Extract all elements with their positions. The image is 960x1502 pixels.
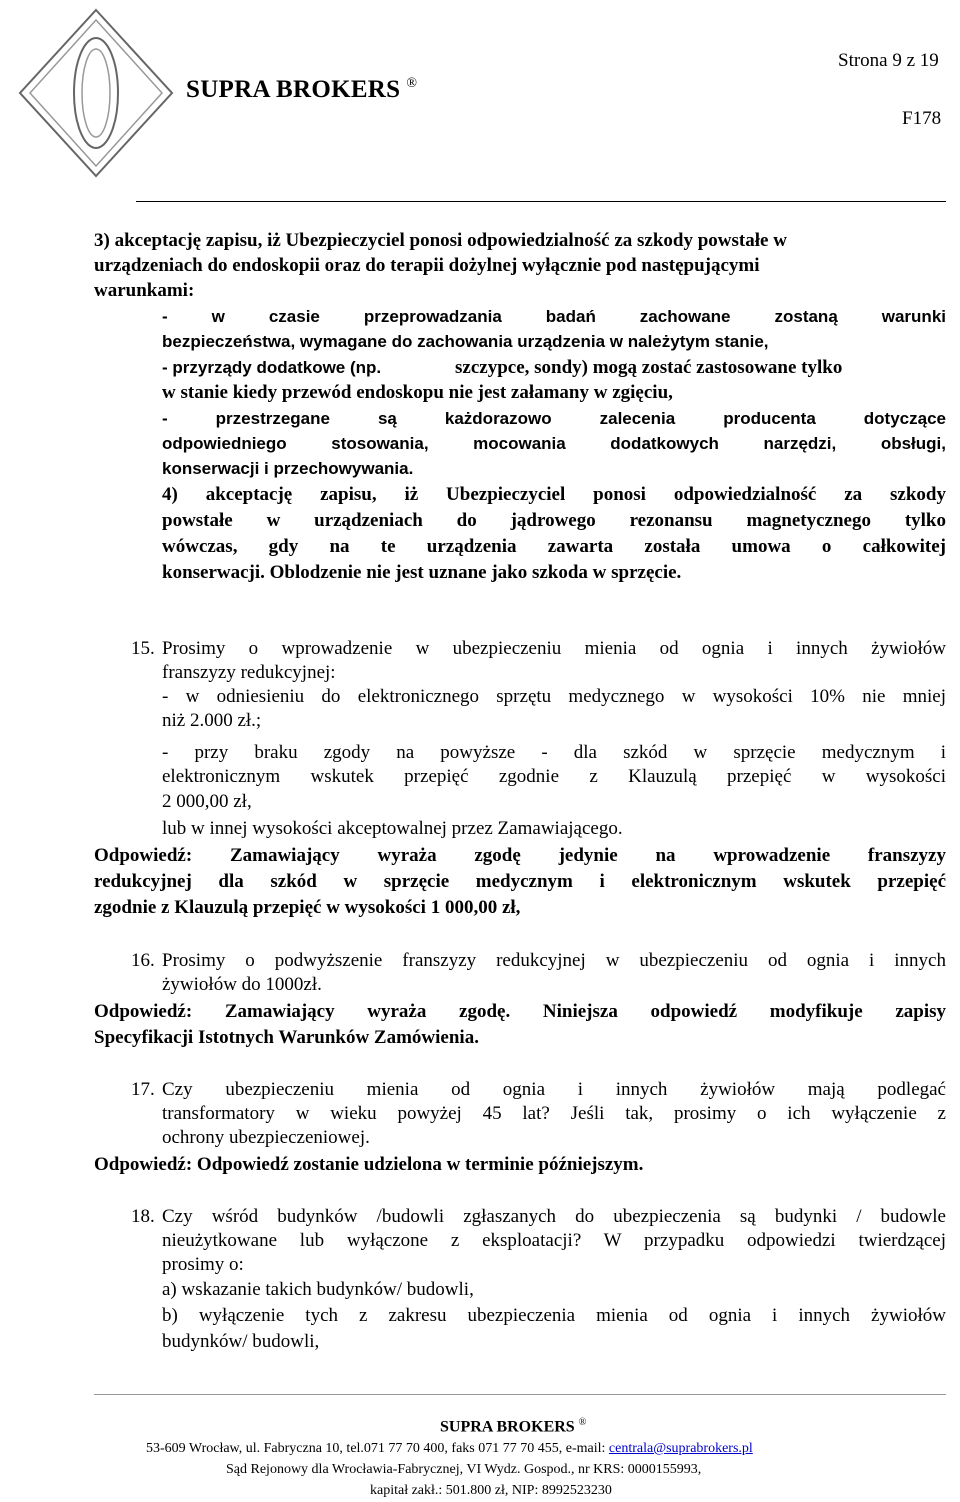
- condition-line2: bezpieczeństwa, wymagane do zachowania urządzenia w należytym stanie,: [162, 332, 769, 351]
- q15-line2: franszyzy redukcyjnej:: [162, 662, 336, 683]
- q15-answer-line3: zgodnie z Klauzulą przepięć w wysokości 1 000,00 zł,: [94, 897, 521, 918]
- q16-answer-line1: Odpowiedź: Zamawiający wyraża zgodę. Niniejsza odpowiedź modyfikuje zapisy: [94, 1001, 946, 1022]
- registered-mark: ®: [406, 76, 418, 91]
- item3-line2: urządzeniach do endoskopii oraz do terapii dożylnej wyłącznie pod następującymi: [94, 255, 760, 276]
- document-code: F178: [902, 108, 942, 129]
- q18-line5: b) wyłączenie tych z zakresu ubezpieczenia mienia od ognia i innych żywiołów: [162, 1305, 946, 1326]
- q15-answer-line2: redukcyjnej dla szkód w sprzęcie medycznym i elektronicznym wskutek przepięć: [94, 871, 946, 892]
- q16-line1: Prosimy o podwyższenie franszyzy redukcyjnej w ubezpieczeniu od ognia i innych: [162, 950, 946, 971]
- footer-registered-mark: ®: [578, 1417, 587, 1428]
- q18-number: 18.: [131, 1206, 155, 1227]
- footer-address: 53-609 Wrocław, ul. Fabryczna 10, tel.071 77 70 400, faks 071 77 70 455, e-mail: centrala@suprabrokers.pl: [146, 1441, 753, 1456]
- q15-line3: - w odniesieniu do elektronicznego sprzętu medycznego w wysokości 10% nie mniej: [162, 686, 946, 707]
- footer-email-link[interactable]: centrala@suprabrokers.pl: [608, 1441, 753, 1456]
- q16-line2: żywiołów do 1000zł.: [162, 974, 322, 995]
- q17-answer-line1: Odpowiedź: Odpowiedź zostanie udzielona w terminie późniejszym.: [94, 1154, 644, 1175]
- item3-line3: warunkami:: [94, 280, 195, 301]
- condition-line1: - w czasie przeprowadzania badań zachowane zostaną warunki: [162, 307, 946, 326]
- q16-answer-line2: Specyfikacji Istotnych Warunków Zamówienia.: [94, 1027, 479, 1048]
- condition-line4: w stanie kiedy przewód endoskopu nie jest załamany w zgięciu,: [162, 382, 673, 403]
- condition-line3b: szczypce, sondy) mogą zostać zastosowane tylko: [455, 357, 843, 378]
- q15-line7: 2 000,00 zł,: [162, 791, 252, 812]
- condition-line5: - przestrzegane są każdorazowo zalecenia producenta dotyczące: [162, 409, 946, 428]
- item4-line4: konserwacji. Oblodzenie nie jest uznane jako szkoda w sprzęcie.: [162, 562, 682, 583]
- q15-line1: Prosimy o wprowadzenie w ubezpieczeniu mienia od ognia i innych żywiołów: [162, 638, 946, 659]
- q18-line3: prosimy o:: [162, 1254, 244, 1275]
- q18-line2: nieużytkowane lub wyłączone z eksploatacji? W przypadku odpowiedzi twierdzącej: [162, 1230, 946, 1251]
- q17-line2: transformatory w wieku powyżej 45 lat? Jeśli tak, prosimy o ich wyłączenie z: [162, 1103, 946, 1124]
- q17-line3: ochrony ubezpieczeniowej.: [162, 1127, 370, 1148]
- q17-line1: Czy ubezpieczeniu mienia od ognia i innych żywiołów mają podlegać: [162, 1079, 946, 1100]
- company-logo: [14, 6, 178, 180]
- item4-line1: 4) akceptację zapisu, iż Ubezpieczyciel ponosi odpowiedzialność za szkody: [162, 484, 946, 505]
- q17-number: 17.: [131, 1079, 155, 1100]
- condition-line3a: - przyrządy dodatkowe (np.: [162, 358, 382, 377]
- q16-number: 16.: [131, 950, 155, 971]
- q15-line4: niż 2.000 zł.;: [162, 710, 262, 731]
- q15-line6: elektronicznym wskutek przepięć zgodnie z Klauzulą przepięć w wysokości: [162, 766, 946, 787]
- footer-brand: SUPRA BROKERS ®: [440, 1417, 587, 1436]
- header-divider: [136, 201, 946, 202]
- q18-line6: budynków/ budowli,: [162, 1331, 320, 1352]
- q18-line1: Czy wśród budynków /budowli zgłaszanych do ubezpieczenia są budynki / budowle: [162, 1206, 946, 1227]
- q15-answer-line1: Odpowiedź: Zamawiający wyraża zgodę jedynie na wprowadzenie franszyzy: [94, 845, 946, 866]
- q15-number: 15.: [131, 638, 155, 659]
- q18-line4: a) wskazanie takich budynków/ budowli,: [162, 1279, 474, 1300]
- q15-line8: lub w innej wysokości akceptowalnej przez Zamawiającego.: [162, 818, 623, 839]
- item4-line2: powstałe w urządzeniach do jądrowego rezonansu magnetycznego tylko: [162, 510, 946, 531]
- footer-capital: kapitał zakł.: 501.800 zł, NIP: 8992523230: [370, 1483, 612, 1498]
- page-number: Strona 9 z 19: [838, 50, 939, 71]
- item4-line3: wówczas, gdy na te urządzenia zawarta została umowa o całkowitej: [162, 536, 946, 557]
- condition-line7: konserwacji i przechowywania.: [162, 459, 414, 478]
- item3-line1: 3) akceptację zapisu, iż Ubezpieczyciel ponosi odpowiedzialność za szkody powstałe w: [94, 230, 787, 251]
- q15-line5: - przy braku zgody na powyższe - dla szkód w sprzęcie medycznym i: [162, 742, 946, 763]
- condition-line6: odpowiedniego stosowania, mocowania dodatkowych narzędzi, obsługi,: [162, 434, 946, 453]
- footer-court: Sąd Rejonowy dla Wrocławia-Fabrycznej, VI Wydz. Gospod., nr KRS: 0000155993,: [226, 1462, 702, 1477]
- footer-divider: [94, 1394, 946, 1395]
- header-brand: SUPRA BROKERS ®: [186, 76, 418, 103]
